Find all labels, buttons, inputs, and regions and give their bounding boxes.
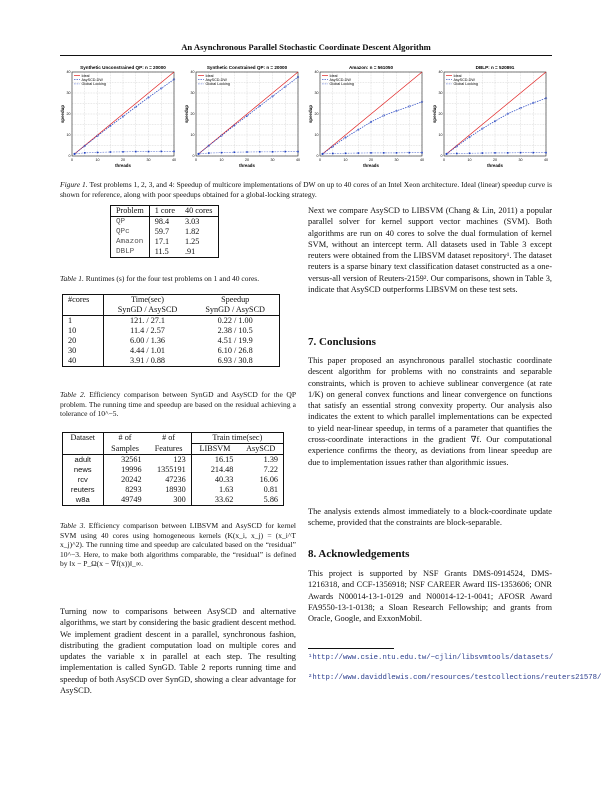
table-3: Dataset # of # of Train time(sec) Samples Features LIBSVM AsySCD adult 32561 123 16.15 1.39 news 19996 1355191 214.48 7.22 rcv 20242 47236 40.33 16.06 reuters 8293 18930 1.63 0.81 w8a 49749 300 33.62 5.86 xyxy=(62,432,284,506)
table-row: w8a 49749 300 33.62 5.86 xyxy=(75,495,278,504)
table-1-caption: Table 1. Runtimes (s) for the four test problems on 1 and 40 cores. xyxy=(60,274,260,283)
data-point xyxy=(383,152,385,154)
plot-1-svg xyxy=(60,62,178,174)
t1-h0: Problem xyxy=(116,206,144,215)
y-tick-label: 0 xyxy=(440,154,443,159)
section-7-paragraph-2: The analysis extends almost immediately to a block-coordinate update scheme, provided that the constraints are block-separable. xyxy=(308,507,552,528)
plot-4-svg xyxy=(432,62,550,174)
x-tick-label: 20 xyxy=(493,158,497,162)
y-tick-label: 0 xyxy=(316,154,319,159)
table-row: rcv 20242 47236 40.33 16.06 xyxy=(77,475,278,484)
plot-2 xyxy=(184,62,302,174)
data-point xyxy=(322,153,324,155)
y-tick-label: 10 xyxy=(66,133,71,138)
x-tick-label: 40 xyxy=(172,158,176,162)
data-point xyxy=(332,153,334,155)
data-point xyxy=(208,152,210,154)
y-tick-label: 40 xyxy=(66,70,71,75)
table-row: 40 3.91 / 0.88 6.93 / 30.8 xyxy=(68,356,253,365)
legend-label: Ideal xyxy=(81,73,90,78)
data-point xyxy=(507,152,509,154)
data-point xyxy=(421,152,423,154)
data-point xyxy=(246,151,248,153)
x-tick-label: 20 xyxy=(121,158,125,162)
series-line-2 xyxy=(447,153,546,154)
legend-label: Global Locking xyxy=(329,82,354,87)
footnote-1[interactable]: ¹http://www.csie.ntu.edu.tw/~cjlin/libsvmtools/datasets/ xyxy=(308,654,554,662)
data-point xyxy=(233,151,235,153)
y-tick-label: 0 xyxy=(192,154,195,159)
data-point xyxy=(221,152,223,154)
series-line-1 xyxy=(323,102,422,154)
data-point xyxy=(345,152,347,154)
data-point xyxy=(481,152,483,154)
x-tick-label: 10 xyxy=(343,158,348,162)
data-point xyxy=(357,152,359,154)
y-tick-label: 40 xyxy=(438,70,443,75)
data-point xyxy=(532,152,534,154)
y-tick-label: 40 xyxy=(190,70,195,75)
series-line-1 xyxy=(75,79,174,154)
series-line-2 xyxy=(75,151,174,154)
series-line-2 xyxy=(199,152,298,154)
table-row: reuters 8293 18930 1.63 0.81 xyxy=(70,485,278,494)
series-line-2 xyxy=(323,153,422,154)
chart-title: DBLP: n = 520891 xyxy=(475,65,515,70)
data-point xyxy=(74,153,76,155)
y-tick-label: 20 xyxy=(438,112,443,117)
table-row: 30 4.44 / 1.01 6.10 / 26.8 xyxy=(68,346,253,355)
right-paragraph-1: Next we compare AsySCD to LIBSVM (Chang & Lin, 2011) a popular parallel solver for kernel support vector machines (SVM). Both algorithms are run on 40 cores to solve the dual formulation of kernel SVM, without an intercept term. All datasets used in Table 3 except reuters were obtained from the LIBSVM dataset repository¹. The dataset reuters is a sparse binary text classification dataset constructed as a one-versus-all version of Reuters-2159². Our comparisons, shown in Table 3, indicate that AsySCD outperforms LIBSVM on these test sets. xyxy=(308,206,552,295)
data-point xyxy=(456,153,458,155)
x-axis-label: threads xyxy=(487,163,503,168)
x-tick-label: 20 xyxy=(245,158,249,162)
data-point xyxy=(135,151,137,153)
header-rule xyxy=(60,55,552,56)
section-8-title: 8. Acknowledgements xyxy=(308,548,410,560)
plot-3-svg xyxy=(308,62,426,174)
data-point xyxy=(297,151,299,153)
section-8-paragraph: This project is supported by NSF Grants DMS-0914524, DMS-1216318, and CCF-1356918; NSF CAREER Award IIS-1353606; ONR Awards N00014-13-1-0129 and N00014-12-1-0041; AFOSR Award FA9550-13-1-0138; a Sloan Research Fellowship; and grants from Oracle, Google, and ExxonMobil. xyxy=(308,569,552,624)
y-tick-label: 20 xyxy=(190,112,195,117)
y-tick-label: 20 xyxy=(66,112,71,117)
legend-label: Global Locking xyxy=(205,82,230,87)
section-7-title: 7. Conclusions xyxy=(308,336,376,348)
plot-3 xyxy=(308,62,426,174)
table-row: 10 11.4 / 2.57 2.38 / 10.5 xyxy=(68,326,253,335)
table-row: DBLP 11.5 .91 xyxy=(116,247,196,256)
data-point xyxy=(284,151,286,153)
table-row: adult 32561 123 16.15 1.39 xyxy=(74,455,278,464)
table-row: Amazon 17.1 1.25 xyxy=(116,237,200,246)
x-tick-label: 10 xyxy=(467,158,472,162)
x-tick-label: 10 xyxy=(219,158,224,162)
data-point xyxy=(520,152,522,154)
figure-1-text: Test problems 1, 2, 3, and 4: Speedup of multicore implementations of DW on up to 40 cores of an Intel Xeon architecture. Ideal (linear) speedup curve is shown for reference, along with poor speedups obtained for a global-locking strategy. xyxy=(60,180,552,199)
data-point xyxy=(469,152,471,154)
table-3-caption: Table 3. Efficiency comparison between LIBSVM and AsySCD for kernel SVM using 40 cores using homogeneous kernels (K(x_i, x_j) = (x_i^T x_j)^2). The running time and speedup are calculated based on the “residual” 10^−3. Here, to make both algorithms comparable, the “residual” is defined by ‖x − P_Ω(x − ∇f(x))‖_∞. xyxy=(60,521,297,569)
table-row: QP 98.4 3.03 xyxy=(116,217,200,226)
legend-label: AsySCD-DW xyxy=(205,78,227,82)
x-axis-label: threads xyxy=(363,163,379,168)
legend-label: Global Locking xyxy=(453,82,478,87)
table-2-caption: Table 2. Efficiency comparison between SynGD and AsySCD for the QP problem. The running time and speedup are based on the residual achieving a tolerance of 10^−5. xyxy=(60,390,297,419)
x-tick-label: 0 xyxy=(71,158,73,162)
x-axis-label: threads xyxy=(239,163,255,168)
plot-1 xyxy=(60,62,178,174)
chart-title: Synthetic Unconstrained QP: n = 20000 xyxy=(80,65,166,70)
figure-1 xyxy=(60,62,552,174)
table-1 xyxy=(110,205,219,258)
y-axis-label: speedup xyxy=(432,104,437,124)
legend-label: Ideal xyxy=(453,73,462,78)
x-tick-label: 30 xyxy=(146,158,151,162)
x-tick-label: 30 xyxy=(518,158,523,162)
y-tick-label: 30 xyxy=(190,91,195,96)
y-tick-label: 10 xyxy=(314,133,319,138)
left-paragraph: Turning now to comparisons between AsySCD and alternative algorithms, we start by considering the basic gradient descent method. We implement gradient descent in a parallel, synchronous fashion, distributing the gradient computation load on multiple cores and updates the variable x in parallel at each step. The resulting implementation is called SynGD. Table 2 reports running time and speedup of both AsySCD over SynGD, showing a clear advantage for AsySCD. xyxy=(60,607,296,696)
y-tick-label: 20 xyxy=(314,112,319,117)
x-tick-label: 0 xyxy=(195,158,197,162)
data-point xyxy=(259,151,261,153)
running-head: An Asynchronous Parallel Stochastic Coordinate Descent Algorithm xyxy=(181,42,431,52)
data-point xyxy=(396,152,398,154)
y-axis-label: speedup xyxy=(60,104,65,124)
data-point xyxy=(408,152,410,154)
data-point xyxy=(494,152,496,154)
y-tick-label: 10 xyxy=(438,133,443,138)
table-2: #cores Time(sec) Speedup SynGD / AsySCD SynGD / AsySCD 1 121. / 27.1 0.22 / 1.00 10 11.4 / 2.57 2.38 / 10.5 20 6.00 / 1.36 4.51 / 19.9 30 4.44 / 1.01 6.10 / 26.8 40 3.91 / 0.88 6.93 / 30.8 xyxy=(62,294,280,367)
data-point xyxy=(122,151,124,153)
table-row: 1 121. / 27.1 0.22 / 1.00 xyxy=(68,316,253,325)
footnote-2[interactable]: ²http://www.daviddlewis.com/resources/testcollections/reuters21578/ xyxy=(308,674,602,682)
y-tick-label: 40 xyxy=(314,70,319,75)
y-tick-label: 30 xyxy=(438,91,443,96)
legend-label: Ideal xyxy=(205,73,214,78)
section-7-paragraph-1: This paper proposed an asynchronous parallel stochastic coordinate descent algorithm for problems with no constraints and separable constraints, which is proven to achieve sublinear convergence (at rate 1/K) on general convex functions and linear convergence on functions that satisfy an essential strong convexity property. Our analysis also indicates the extent to which parallel implementations can be expected to yield near-linear speedup, in terms of a parameter that quantifies the cross-coordinate interactions in the gradient ∇f. Our computational experience confirms the theory, as deviations from linear speedup are due to implementation issues rather than algorithmic issues. xyxy=(308,356,552,467)
legend-label: AsySCD-DW xyxy=(81,78,103,82)
table-row: QPc 59.7 1.82 xyxy=(116,227,200,236)
x-tick-label: 30 xyxy=(270,158,275,162)
y-tick-label: 30 xyxy=(314,91,319,96)
data-point xyxy=(446,153,448,155)
x-tick-label: 10 xyxy=(95,158,100,162)
table-row: news 19996 1355191 214.48 7.22 xyxy=(73,465,278,474)
data-point xyxy=(272,151,274,153)
chart-title: Amazon: n = 561050 xyxy=(348,65,394,70)
chart-title: Synthetic Constrained QP: n = 20000 xyxy=(206,65,288,70)
y-tick-label: 10 xyxy=(190,133,195,138)
data-point xyxy=(148,151,150,153)
legend-label: AsySCD-DW xyxy=(453,78,475,82)
data-point xyxy=(160,151,162,153)
figure-1-caption xyxy=(60,180,552,199)
x-axis-label: threads xyxy=(115,163,131,168)
data-point xyxy=(545,152,547,154)
x-tick-label: 0 xyxy=(443,158,445,162)
y-tick-label: 30 xyxy=(66,91,71,96)
legend-label: AsySCD-DW xyxy=(329,78,351,82)
left-column-text xyxy=(60,606,296,696)
t1-h1: 1 core xyxy=(149,206,180,217)
data-point xyxy=(370,152,372,154)
legend-label: Global Locking xyxy=(81,82,106,87)
x-tick-label: 40 xyxy=(420,158,424,162)
data-point xyxy=(97,152,99,154)
x-tick-label: 30 xyxy=(394,158,399,162)
table-row: 20 6.00 / 1.36 4.51 / 19.9 xyxy=(68,336,253,345)
y-axis-label: speedup xyxy=(308,104,313,124)
x-tick-label: 0 xyxy=(319,158,321,162)
data-point xyxy=(84,152,86,154)
data-point xyxy=(173,151,175,153)
series-line-1 xyxy=(199,77,298,154)
legend-label: Ideal xyxy=(329,73,338,78)
plot-4 xyxy=(432,62,550,174)
x-tick-label: 40 xyxy=(544,158,548,162)
y-axis-label: speedup xyxy=(184,104,189,124)
data-point xyxy=(109,151,111,153)
x-tick-label: 40 xyxy=(296,158,300,162)
t1-h2: 40 cores xyxy=(184,206,213,215)
data-point xyxy=(198,153,200,155)
y-tick-label: 0 xyxy=(68,154,71,159)
plot-2-svg xyxy=(184,62,302,174)
footnote-rule xyxy=(308,648,394,649)
x-tick-label: 20 xyxy=(369,158,373,162)
figure-1-label: Figure 1. xyxy=(60,180,88,189)
